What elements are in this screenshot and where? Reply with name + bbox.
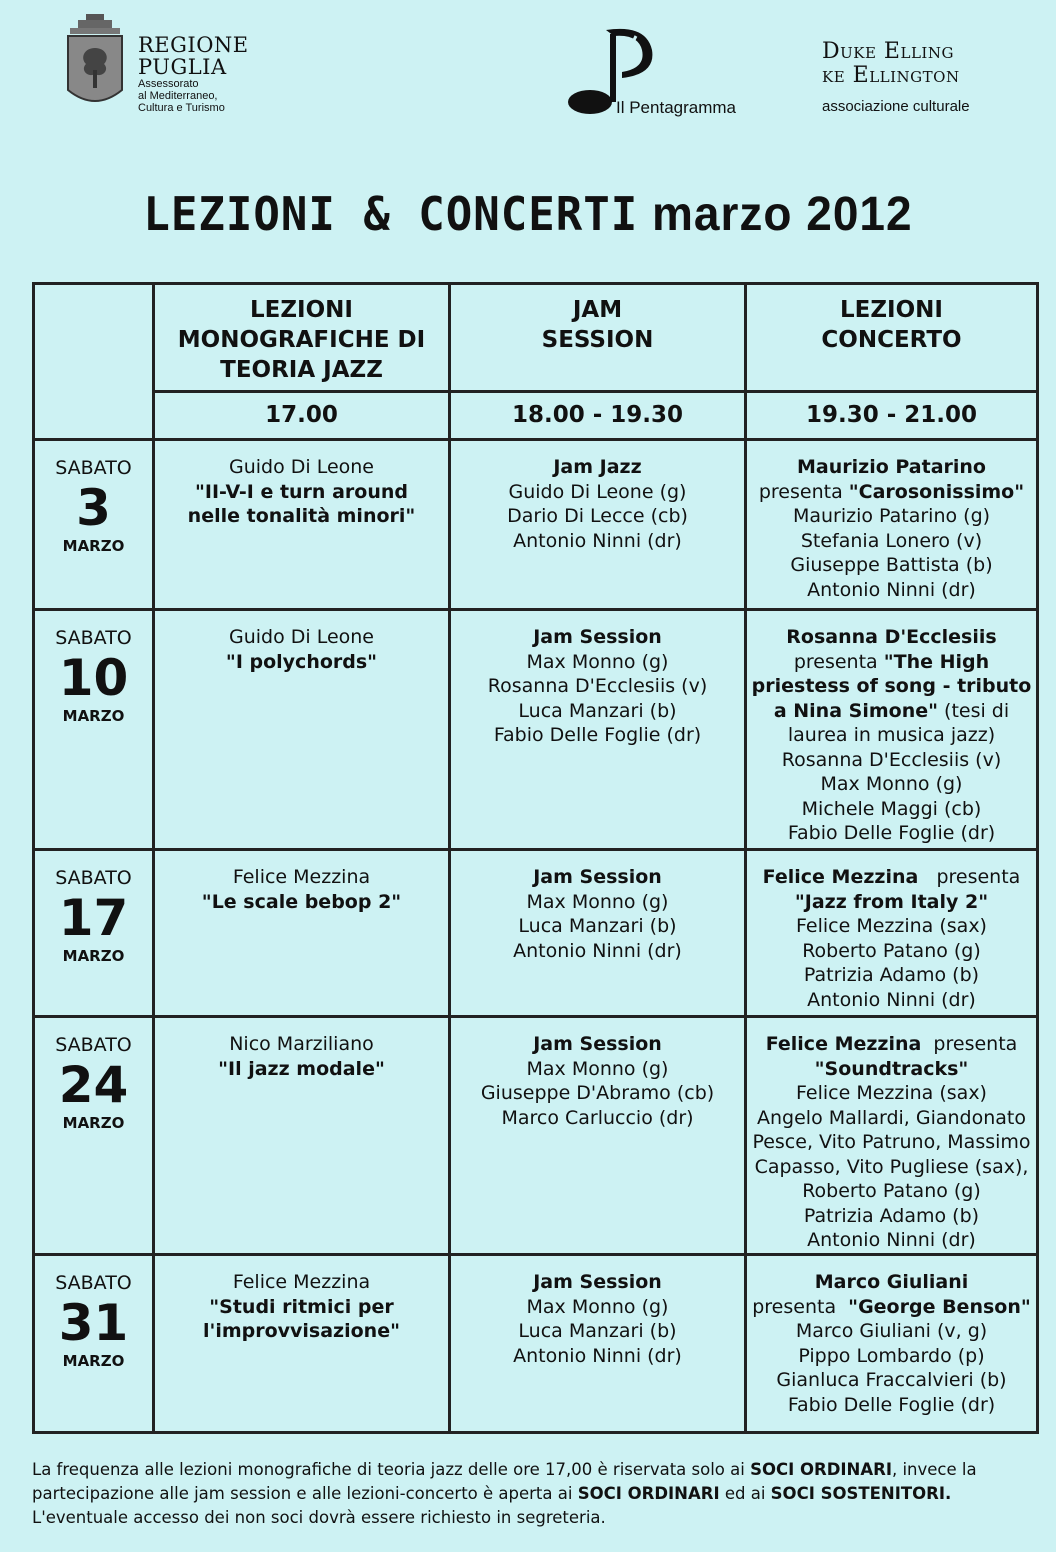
concert-presenter: Rosanna D'Ecclesiis [786,626,997,648]
lesson-title: l'improvvisazione" [202,1320,400,1342]
table-row [34,610,1038,850]
jam-member: Antonio Ninni (dr) [513,1344,682,1367]
presenta-label: presenta [921,1033,1018,1055]
concert-note: laurea in musica jazz) [787,724,996,746]
regione-puglia-text [138,34,249,114]
table-row [34,1255,1038,1433]
month-label: MARZO [62,947,125,965]
header [0,0,1056,150]
concert-member: Michele Maggi (cb) [801,797,982,820]
jam-member: Antonio Ninni (dr) [513,939,682,962]
concert-member: Patrizia Adamo (b) [803,964,980,986]
concert-member: Roberto Patano (g) [802,939,981,962]
concert-member: Stefania Lonero (v) [800,529,983,552]
lesson-title: nelle tonalità minori" [187,505,416,527]
jam-member: Guido Di Leone (g) [508,480,687,503]
jam-cell [450,1255,746,1433]
concert-member: Fabio Delle Foglie (dr) [787,1393,996,1416]
footer-text: , invece la partecipazione alle jam session e alle lezioni-concerto è aperta ai [32,1460,977,1503]
col-header-lezioni-concerto [746,284,1038,392]
day-number: 3 [76,479,111,537]
table-row [34,440,1038,610]
concert-member: Giuseppe Battista (b) [790,554,993,576]
concert-member: Pesce, Vito Patruno, Massimo [752,1131,1031,1153]
lesson-cell [154,1255,450,1433]
lesson-teacher: Felice Mezzina [232,1271,371,1293]
date-cell [34,1255,154,1433]
duke-line-1: Duke Elling [822,39,954,64]
footer-text: ed ai [719,1484,771,1503]
title-part-2: marzo 2012 [652,185,913,241]
concert-cell [746,1255,1038,1433]
jam-title: Jam Session [533,1271,662,1293]
jam-title: Jam Session [533,866,662,888]
col1-line: LEZIONI [250,297,353,323]
table-row [34,850,1038,1017]
month-label: MARZO [62,537,125,555]
date-cell [34,610,154,850]
day-number: 17 [58,889,129,947]
lesson-title: "II-V-I e turn around [195,480,408,503]
col2-line: JAM [572,297,623,323]
time-row [34,392,1038,440]
lesson-cell [154,850,450,1017]
month-label: MARZO [62,1114,125,1132]
jam-member: Max Monno (g) [526,1295,669,1318]
col3-line: CONCERTO [821,327,962,353]
jam-member: Luca Manzari (b) [518,915,677,937]
concert-member: Pippo Lombardo (p) [798,1344,985,1367]
concert-cell [746,1017,1038,1255]
schedule-table [32,282,1039,1434]
concert-cell [746,610,1038,850]
concert-member: Capasso, Vito Pugliese (sax), [754,1155,1029,1178]
concert-title: a Nina Simone" [773,699,938,722]
day-label: SABATO [55,867,132,889]
concert-title: priestess of song - tributo [751,675,1032,697]
lesson-title: "I polychords" [225,650,378,673]
duke-ellington-text [822,40,970,115]
time-jam: 18.00 - 19.30 [450,392,746,440]
day-number: 31 [58,1294,129,1352]
jam-member: Max Monno (g) [526,890,669,913]
day-label: SABATO [55,1272,132,1294]
day-label: SABATO [55,457,132,479]
concert-note: (tesi di [938,699,1010,722]
jam-cell [450,610,746,850]
jam-member: Luca Manzari (b) [518,699,677,722]
concert-title: "The High [883,650,990,673]
pentagramma-name: Il Pentagramma [616,98,736,117]
lesson-teacher: Guido Di Leone [228,626,374,648]
month-label: MARZO [62,1352,125,1370]
concert-title-line [747,699,1036,724]
jam-member: Rosanna D'Ecclesiis (v) [487,675,708,697]
concert-member: Rosanna D'Ecclesiis (v) [781,748,1002,771]
page-title [0,185,1056,242]
jam-title: Jam Jazz [553,456,642,478]
lesson-title: "Il jazz modale" [218,1057,385,1080]
concert-member: Antonio Ninni (dr) [807,988,976,1011]
associazione-culturale: associazione culturale [822,98,970,115]
regione-line: REGIONE [138,33,249,57]
regione-puglia-crest-icon [64,12,126,112]
concert-member: Antonio Ninni (dr) [807,1229,976,1251]
col1-line: TEORIA JAZZ [220,357,383,383]
concert-title-line [747,480,1036,505]
jam-member: Max Monno (g) [526,650,669,673]
concert-member: Fabio Delle Foglie (dr) [787,822,996,844]
concert-title-line [747,1295,1036,1320]
day-number: 10 [58,649,129,707]
footer-text: La frequenza alle lezioni monografiche di teoria jazz delle ore 17,00 è riservata solo ai [32,1460,751,1479]
jam-cell [450,440,746,610]
footer-bold: SOCI ORDINARI [577,1484,720,1503]
concert-member: Roberto Patano (g) [802,1180,981,1202]
jam-member: Max Monno (g) [526,1057,669,1080]
concert-member: Patrizia Adamo (b) [803,1204,980,1227]
lesson-teacher: Nico Marziliano [229,1033,374,1055]
time-concerto: 19.30 - 21.00 [746,392,1038,440]
assessorato-line: Assessorato [138,78,199,90]
concert-member: Felice Mezzina (sax) [796,1082,987,1104]
cultura-line: Cultura e Turismo [138,102,225,114]
jam-member: Marco Carluccio (dr) [501,1106,694,1129]
title-part-1: LEZIONI & CONCERTI [143,187,639,242]
jam-member: Luca Manzari (b) [518,1320,677,1342]
month-label: MARZO [62,707,125,725]
jam-member: Giuseppe D'Abramo (cb) [480,1082,715,1104]
concert-presenter: Maurizio Patarino [797,456,986,478]
concert-presenter: Felice Mezzina [765,1033,922,1055]
concert-member: Maurizio Patarino (g) [792,505,991,527]
concert-title: "Soundtracks" [814,1057,969,1080]
concert-title-line [747,1032,1036,1057]
presenta-label: presenta [793,650,884,673]
presenta-label: presenta [918,866,1021,888]
day-label: SABATO [55,1034,132,1056]
col1-line: MONOGRAFICHE DI [177,327,426,353]
lesson-teacher: Felice Mezzina [232,866,371,888]
concert-member: Max Monno (g) [820,773,963,795]
mediterraneo-line: al Mediterraneo, [138,90,218,102]
day-number: 24 [58,1056,129,1114]
time-lezioni: 17.00 [154,392,450,440]
concert-presenter: Marco Giuliani [814,1271,969,1293]
corner-cell [34,284,154,440]
footer-bold: SOCI SOSTENITORI. [770,1484,952,1503]
table-row [34,1017,1038,1255]
lesson-title: "Studi ritmici per [209,1295,394,1318]
concert-title: "Jazz from Italy 2" [794,890,989,913]
footer-bold: SOCI ORDINARI [750,1460,892,1479]
col-header-jam-session [450,284,746,392]
concert-title: "George Benson" [848,1295,1031,1318]
col3-line: LEZIONI [840,297,943,323]
lesson-title: "Le scale bebop 2" [201,890,402,913]
puglia-line: PUGLIA [138,55,227,79]
concert-cell [746,850,1038,1017]
lesson-cell [154,440,450,610]
jam-title: Jam Session [533,1033,662,1055]
lesson-cell [154,610,450,850]
concert-title-line [747,865,1036,890]
date-cell [34,850,154,1017]
concert-member: Marco Giuliani (v, g) [795,1320,988,1342]
date-cell [34,1017,154,1255]
jam-title: Jam Session [533,626,662,648]
jam-cell [450,850,746,1017]
lesson-teacher: Guido Di Leone [228,456,374,478]
concert-member: Antonio Ninni (dr) [807,578,976,601]
concert-member: Angelo Mallardi, Giandonato [757,1106,1026,1129]
jam-member: Fabio Delle Foglie (dr) [493,724,702,746]
footer-note [32,1458,1042,1530]
day-label: SABATO [55,627,132,649]
lesson-cell [154,1017,450,1255]
concert-title-line [747,650,1036,675]
column-header-row [34,284,1038,392]
presenta-label: presenta [752,1295,849,1318]
concert-presenter: Felice Mezzina [762,866,919,888]
footer-text: L'eventuale accesso dei non soci dovrà essere richiesto in segreteria. [32,1508,606,1527]
jam-member: Antonio Ninni (dr) [513,529,682,552]
concert-member: Gianluca Fraccalvieri (b) [776,1369,1007,1391]
jam-cell [450,1017,746,1255]
date-cell [34,440,154,610]
concert-cell [746,440,1038,610]
concert-member: Felice Mezzina (sax) [796,915,987,937]
duke-line-2: ke Ellington [822,63,960,88]
jam-member: Dario Di Lecce (cb) [507,505,688,527]
col2-line: SESSION [541,327,654,353]
concert-title: "Carosonissimo" [848,480,1025,503]
col-header-lezioni-monografiche [154,284,450,392]
presenta-label: presenta [758,480,849,503]
